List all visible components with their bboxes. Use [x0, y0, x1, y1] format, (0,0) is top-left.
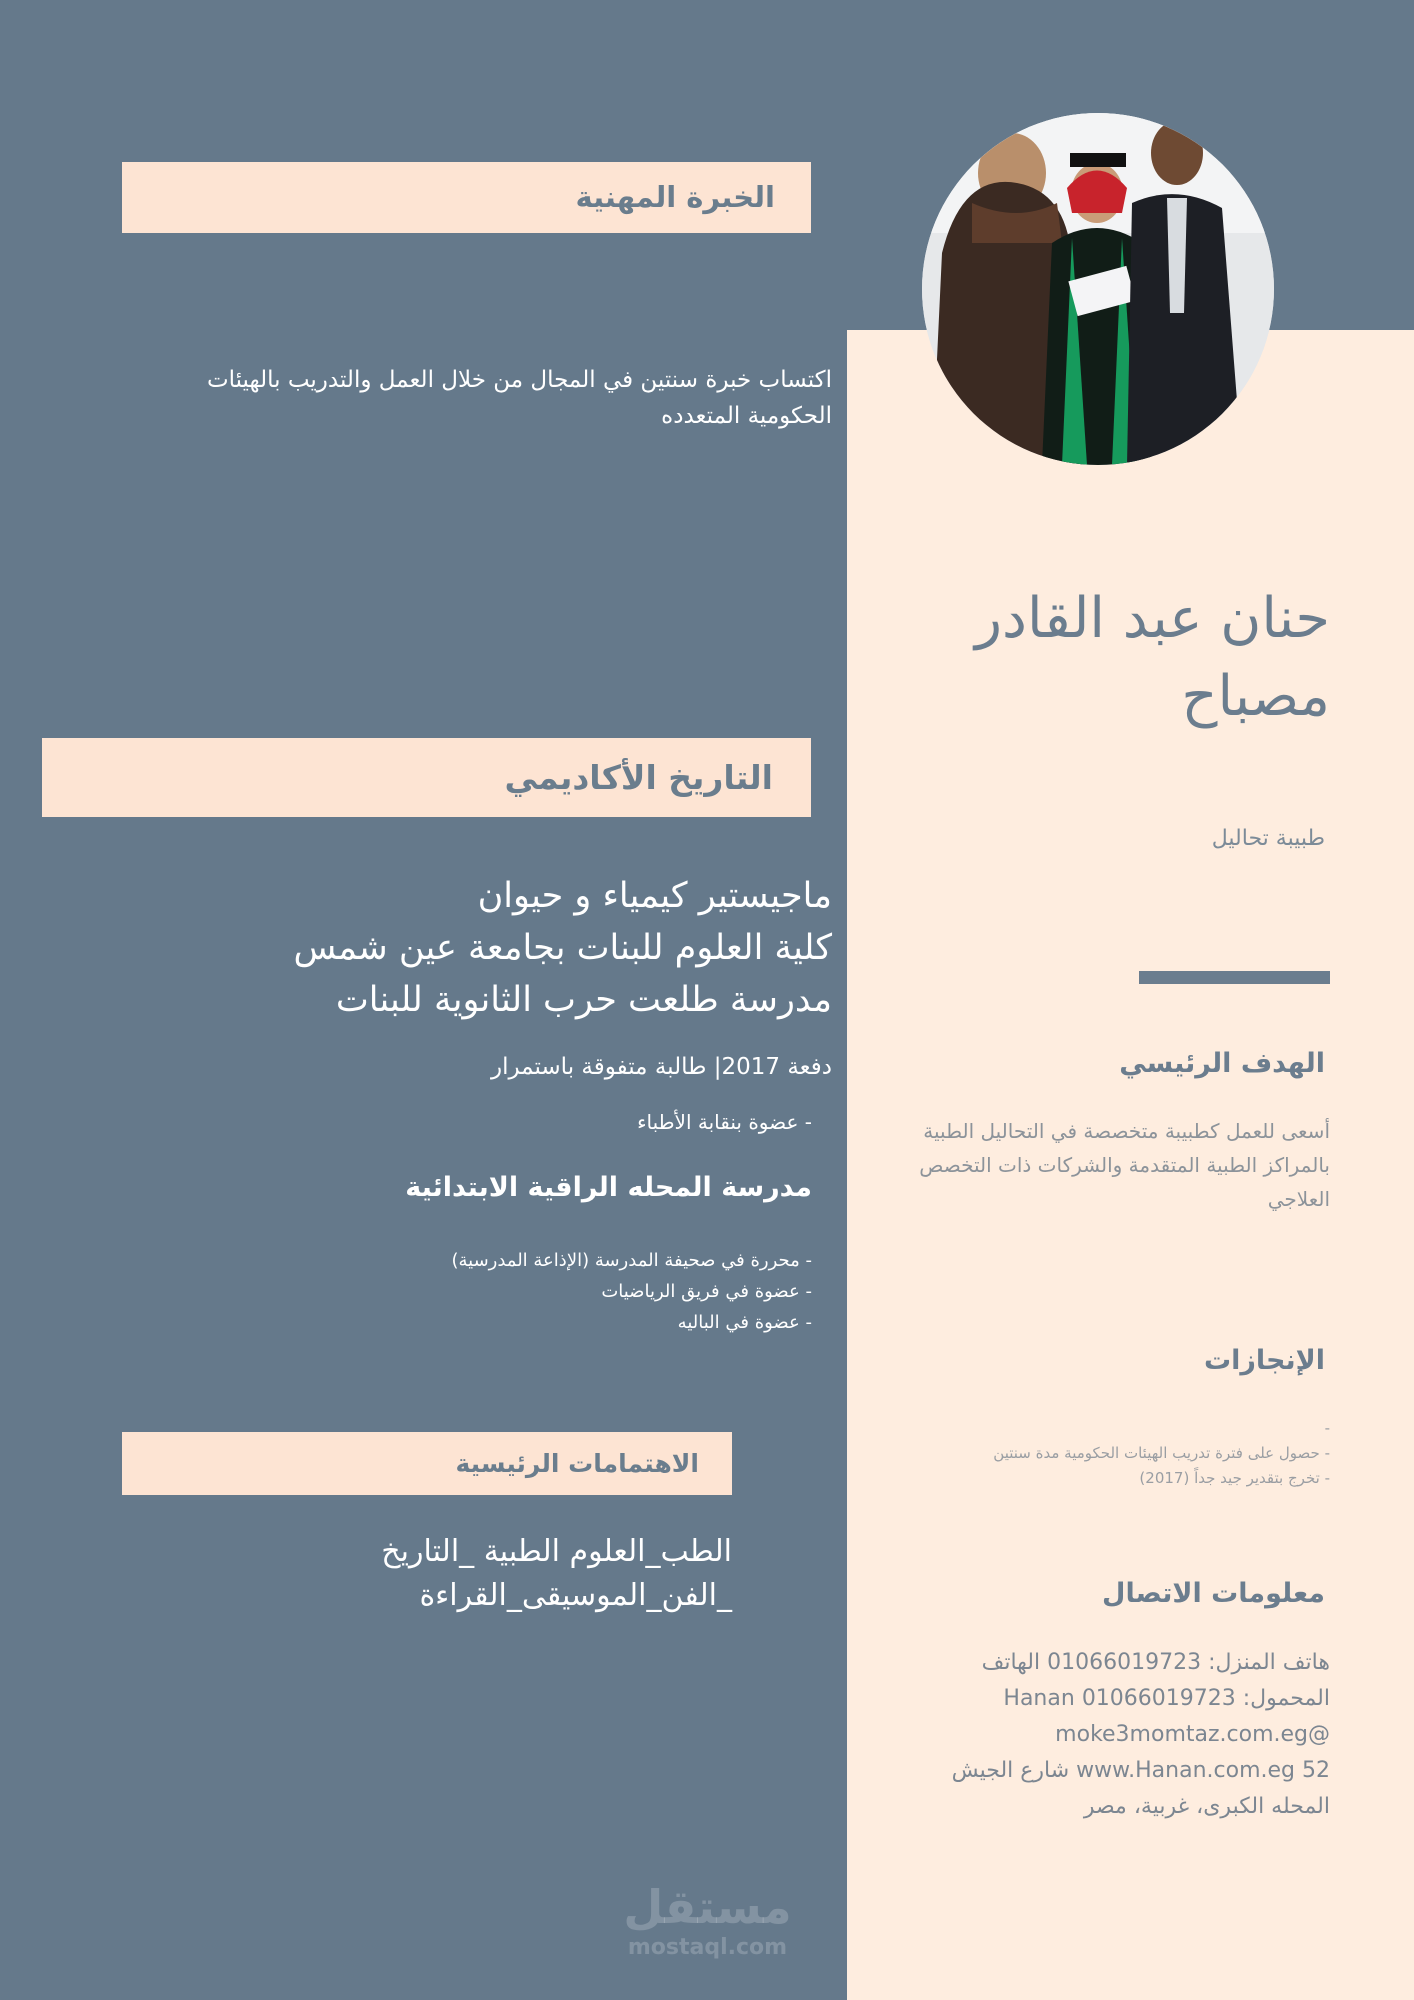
person-name — [880, 580, 1330, 736]
degree-line: كلية العلوم للبنات بجامعة عين شمس — [293, 928, 832, 968]
achievements-heading: الإنجازات — [1203, 1345, 1325, 1376]
name-line: مصباح — [1181, 664, 1330, 729]
school-activities-list — [130, 1245, 812, 1338]
watermark-logo: مستقل — [623, 1880, 792, 1934]
syndicate-membership: - عضوة بنقابة الأطباء — [637, 1110, 812, 1134]
list-item: - — [1324, 1419, 1330, 1437]
contact-website: 52 www.Hanan.com.eg شارع الجيش — [951, 1758, 1330, 1783]
experience-text: اكتساب خبرة سنتين في المجال من خلال العمل والتدريب بالهيئات الحكومية المتعدده — [206, 367, 832, 429]
contact-phone-mobile: المحمول: 01066019723 Hanan — [1003, 1686, 1330, 1711]
goal-text: أسعى للعمل كطبيبة متخصصة في التحاليل الطبية بالمراكز الطبية المتقدمة والشركات ذات التخصص العلاجي — [919, 1119, 1330, 1211]
experience-heading: الخبرة المهنية — [122, 162, 811, 233]
job-title: طبيبة تحاليل — [1211, 826, 1325, 851]
divider-bar — [1139, 971, 1330, 984]
list-item: - حصول على فترة تدريب الهيئات الحكومية مدة سنتين — [993, 1444, 1330, 1462]
contact-phone-home: هاتف المنزل: 01066019723 الهاتف — [981, 1650, 1330, 1675]
list-item: - عضوة في الباليه — [677, 1312, 812, 1333]
interests-line: الطب_العلوم الطبية _التاريخ — [381, 1534, 732, 1569]
achievements-list — [870, 1416, 1330, 1491]
profile-photo — [922, 113, 1274, 465]
name-line: حنان عبد القادر — [974, 586, 1330, 651]
academic-degrees — [130, 870, 832, 1026]
primary-school-title: مدرسة المحله الراقية الابتدائية — [405, 1172, 812, 1203]
interests-heading: الاهتمامات الرئيسية — [122, 1432, 732, 1495]
list-item: - تخرج بتقدير جيد جداً (2017) — [1139, 1469, 1330, 1487]
contact-address: المحله الكبرى، غربية، مصر — [1083, 1794, 1330, 1819]
degree-line: مدرسة طلعت حرب الثانوية للبنات — [335, 980, 832, 1020]
goal-heading: الهدف الرئيسي — [1119, 1048, 1325, 1079]
contact-heading: معلومات الاتصال — [1102, 1578, 1325, 1609]
academic-heading: التاريخ الأكاديمي — [42, 738, 811, 817]
interests-line: _الفن_الموسيقى_القراءة — [419, 1578, 732, 1613]
interests-text — [130, 1530, 732, 1618]
list-item: - عضوة في فريق الرياضيات — [601, 1281, 812, 1302]
contact-email: @moke3momtaz.com.eg — [1055, 1722, 1330, 1747]
class-note: دفعة 2017| طالبة متفوقة باستمرار — [490, 1054, 832, 1080]
degree-line: ماجيستير كيمياء و حيوان — [477, 876, 832, 916]
contact-info — [870, 1645, 1330, 1825]
watermark-url: mostaql.com — [627, 1935, 788, 1960]
list-item: - محررة في صحيفة المدرسة (الإذاعة المدرسية) — [451, 1250, 812, 1271]
